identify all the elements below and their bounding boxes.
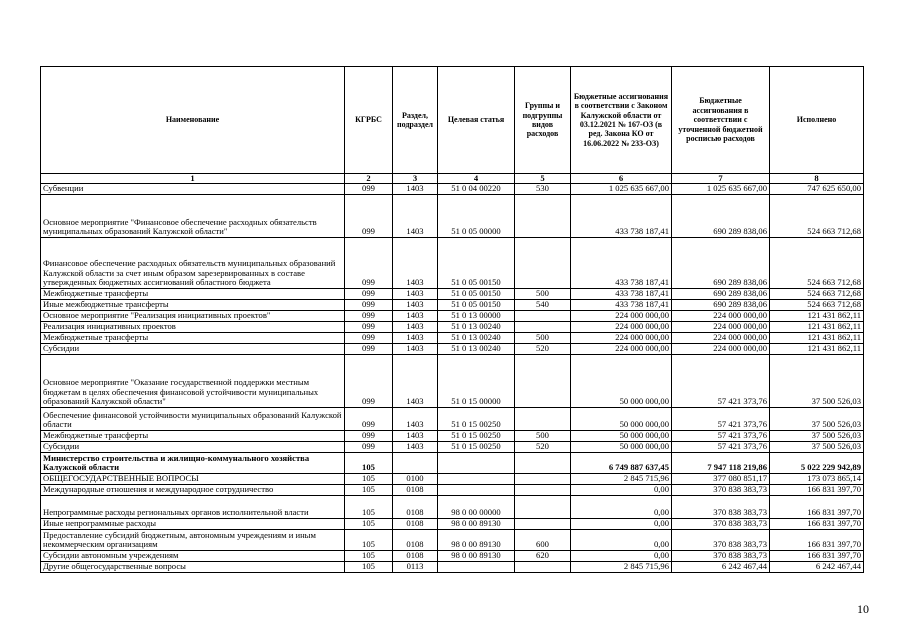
cell-target: 98 0 00 00000 [438,496,515,519]
cell-group [515,453,571,474]
cell-name: Финансовое обеспечение расходных обязательств муниципальных образований Калужской области за счет иным образом зарезервированных в составе утвержденных бюджетных ассигнований областного бюджета [41,238,345,289]
cell-section: 1403 [393,355,438,408]
budget-table [40,66,864,573]
cell-refined-amount: 57 421 373,76 [672,408,770,431]
table-row [41,184,864,195]
table-row [41,562,864,573]
cell-section: 1403 [393,442,438,453]
cell-group: 600 [515,530,571,551]
table-row [41,551,864,562]
table-row [41,442,864,453]
cell-refined-amount: 224 000 000,00 [672,322,770,333]
cell-name: Обеспечение финансовой устойчивости муниципальных образований Калужской области [41,408,345,431]
cell-name: Иные непрограммные расходы [41,519,345,530]
cell-group: 520 [515,442,571,453]
cell-kgrbs: 105 [345,453,393,474]
table-row [41,355,864,408]
cell-law-amount: 50 000 000,00 [571,408,672,431]
cell-target: 98 0 00 89130 [438,530,515,551]
cell-executed-amount: 173 073 865,14 [770,474,864,485]
column-number: 7 [672,174,770,184]
cell-group: 540 [515,300,571,311]
cell-target: 51 0 15 00250 [438,408,515,431]
cell-refined-amount: 377 080 851,17 [672,474,770,485]
cell-section: 1403 [393,311,438,322]
cell-executed-amount: 166 831 397,70 [770,485,864,496]
cell-kgrbs: 099 [345,355,393,408]
cell-refined-amount: 370 838 383,73 [672,551,770,562]
cell-target [438,562,515,573]
cell-section: 0108 [393,519,438,530]
cell-kgrbs: 105 [345,496,393,519]
cell-name: Предоставление субсидий бюджетным, автономным учреждениям и иным некоммерческим организациям [41,530,345,551]
cell-law-amount: 1 025 635 667,00 [571,184,672,195]
cell-group [515,562,571,573]
cell-section: 0108 [393,530,438,551]
cell-executed-amount: 747 625 650,00 [770,184,864,195]
column-number: 8 [770,174,864,184]
table-header-row [41,67,864,174]
cell-refined-amount: 57 421 373,76 [672,355,770,408]
cell-section: 1403 [393,344,438,355]
cell-refined-amount: 690 289 838,06 [672,195,770,238]
cell-executed-amount: 121 431 862,11 [770,311,864,322]
cell-executed-amount: 121 431 862,11 [770,322,864,333]
cell-name: Межбюджетные трансферты [41,333,345,344]
cell-executed-amount: 37 500 526,03 [770,442,864,453]
cell-kgrbs: 105 [345,485,393,496]
cell-kgrbs: 099 [345,344,393,355]
cell-refined-amount: 690 289 838,06 [672,300,770,311]
cell-law-amount: 50 000 000,00 [571,442,672,453]
cell-law-amount: 433 738 187,41 [571,195,672,238]
cell-group [515,485,571,496]
cell-target [438,453,515,474]
cell-target: 51 0 15 00250 [438,442,515,453]
cell-target: 51 0 05 00150 [438,238,515,289]
cell-section: 1403 [393,300,438,311]
cell-name: Основное мероприятие "Финансовое обеспечение расходных обязательств муниципальных образований Калужской области" [41,195,345,238]
cell-law-amount: 433 738 187,41 [571,238,672,289]
table-row [41,195,864,238]
table-row [41,519,864,530]
column-number: 1 [41,174,345,184]
cell-executed-amount: 524 663 712,68 [770,238,864,289]
cell-section [393,453,438,474]
cell-law-amount: 224 000 000,00 [571,322,672,333]
header-law-assignments: Бюджетные ассигнования в соответствии с Законом Калужской области от 03.12.2021 № 167-ОЗ (в ред. Закона КО от 16.06.2022 № 233-ОЗ) [571,67,672,174]
column-number: 6 [571,174,672,184]
table-row [41,453,864,474]
cell-group [515,195,571,238]
cell-group [515,474,571,485]
cell-refined-amount: 370 838 383,73 [672,496,770,519]
cell-refined-amount: 370 838 383,73 [672,485,770,496]
cell-executed-amount: 121 431 862,11 [770,333,864,344]
cell-law-amount: 224 000 000,00 [571,311,672,322]
cell-target: 51 0 13 00240 [438,344,515,355]
cell-refined-amount: 224 000 000,00 [672,333,770,344]
cell-section: 1403 [393,333,438,344]
cell-group [515,408,571,431]
table-row [41,431,864,442]
cell-refined-amount: 224 000 000,00 [672,311,770,322]
cell-section: 0108 [393,496,438,519]
table-row [41,408,864,431]
cell-group: 500 [515,289,571,300]
cell-kgrbs: 099 [345,300,393,311]
cell-section: 1403 [393,195,438,238]
cell-executed-amount: 166 831 397,70 [770,530,864,551]
cell-kgrbs: 099 [345,289,393,300]
cell-name: Субвенции [41,184,345,195]
cell-kgrbs: 105 [345,562,393,573]
cell-executed-amount: 6 242 467,44 [770,562,864,573]
cell-law-amount: 50 000 000,00 [571,355,672,408]
cell-name: Основное мероприятие "Реализация инициативных проектов" [41,311,345,322]
cell-law-amount: 224 000 000,00 [571,333,672,344]
cell-kgrbs: 105 [345,530,393,551]
cell-refined-amount: 224 000 000,00 [672,344,770,355]
cell-target: 51 0 13 00240 [438,333,515,344]
table-row [41,530,864,551]
cell-section: 0113 [393,562,438,573]
cell-kgrbs: 105 [345,551,393,562]
cell-law-amount: 0,00 [571,530,672,551]
header-executed: Исполнено [770,67,864,174]
cell-section: 0100 [393,474,438,485]
cell-executed-amount: 524 663 712,68 [770,289,864,300]
cell-name: Международные отношения и международное сотрудничество [41,485,345,496]
cell-target: 51 0 13 00000 [438,311,515,322]
cell-kgrbs: 099 [345,431,393,442]
cell-name: Министерство строительства и жилищно-коммунального хозяйства Калужской области [41,453,345,474]
cell-group: 500 [515,431,571,442]
cell-section: 0108 [393,485,438,496]
cell-group [515,322,571,333]
cell-name: Субсидии [41,344,345,355]
cell-refined-amount: 690 289 838,06 [672,289,770,300]
cell-refined-amount: 1 025 635 667,00 [672,184,770,195]
table-row [41,496,864,519]
table-row [41,333,864,344]
cell-group [515,496,571,519]
header-groups: Группы и подгруппы видов расходов [515,67,571,174]
cell-group [515,311,571,322]
cell-law-amount: 6 749 887 637,45 [571,453,672,474]
cell-target: 51 0 05 00150 [438,300,515,311]
cell-group: 520 [515,344,571,355]
cell-kgrbs: 099 [345,311,393,322]
cell-refined-amount: 690 289 838,06 [672,238,770,289]
table-row [41,311,864,322]
cell-target: 51 0 05 00150 [438,289,515,300]
cell-kgrbs: 099 [345,408,393,431]
cell-law-amount: 433 738 187,41 [571,289,672,300]
cell-name: ОБЩЕГОСУДАРСТВЕННЫЕ ВОПРОСЫ [41,474,345,485]
cell-target: 51 0 04 00220 [438,184,515,195]
cell-law-amount: 0,00 [571,551,672,562]
cell-kgrbs: 099 [345,322,393,333]
cell-target [438,485,515,496]
cell-executed-amount: 166 831 397,70 [770,496,864,519]
cell-executed-amount: 5 022 229 942,89 [770,453,864,474]
header-section: Раздел, подраздел [393,67,438,174]
cell-law-amount: 0,00 [571,485,672,496]
cell-target: 98 0 00 89130 [438,551,515,562]
table-row [41,289,864,300]
column-number: 5 [515,174,571,184]
cell-name: Другие общегосударственные вопросы [41,562,345,573]
cell-target: 51 0 15 00250 [438,431,515,442]
cell-executed-amount: 524 663 712,68 [770,300,864,311]
cell-kgrbs: 099 [345,442,393,453]
cell-group: 530 [515,184,571,195]
cell-name: Субсидии [41,442,345,453]
page-number: 10 [857,602,869,616]
cell-name: Основное мероприятие "Оказание государственной поддержки местным бюджетам в целях обеспечения финансовой устойчивости муниципальных образований Калужской области" [41,355,345,408]
cell-name: Реализация инициативных проектов [41,322,345,333]
table-row [41,485,864,496]
cell-refined-amount: 57 421 373,76 [672,442,770,453]
column-number: 4 [438,174,515,184]
budget-table-sheet [40,66,864,573]
table-row [41,474,864,485]
cell-group [515,238,571,289]
cell-kgrbs: 099 [345,184,393,195]
cell-refined-amount: 7 947 118 219,86 [672,453,770,474]
cell-group: 620 [515,551,571,562]
cell-section: 1403 [393,184,438,195]
cell-section: 1403 [393,289,438,300]
cell-refined-amount: 57 421 373,76 [672,431,770,442]
cell-target: 98 0 00 89130 [438,519,515,530]
cell-group: 500 [515,333,571,344]
cell-executed-amount: 37 500 526,03 [770,408,864,431]
cell-section: 1403 [393,322,438,333]
column-number-row [41,174,864,184]
column-number: 2 [345,174,393,184]
cell-refined-amount: 370 838 383,73 [672,519,770,530]
cell-section: 0108 [393,551,438,562]
cell-kgrbs: 105 [345,519,393,530]
header-target: Целевая статья [438,67,515,174]
table-row [41,300,864,311]
cell-executed-amount: 166 831 397,70 [770,551,864,562]
cell-law-amount: 2 845 715,96 [571,474,672,485]
cell-executed-amount: 166 831 397,70 [770,519,864,530]
cell-kgrbs: 099 [345,333,393,344]
cell-name: Межбюджетные трансферты [41,431,345,442]
cell-law-amount: 224 000 000,00 [571,344,672,355]
header-kgrbs: КГРБС [345,67,393,174]
cell-name: Субсидии автономным учреждениям [41,551,345,562]
cell-target: 51 0 05 00000 [438,195,515,238]
cell-target: 51 0 13 00240 [438,322,515,333]
cell-name: Иные межбюджетные трансферты [41,300,345,311]
header-refined-assignments: Бюджетные ассигнования в соответствии с уточненной бюджетной росписью расходов [672,67,770,174]
cell-law-amount: 433 738 187,41 [571,300,672,311]
cell-section: 1403 [393,431,438,442]
cell-target: 51 0 15 00000 [438,355,515,408]
cell-kgrbs: 105 [345,474,393,485]
cell-executed-amount: 121 431 862,11 [770,344,864,355]
header-name: Наименование [41,67,345,174]
cell-refined-amount: 370 838 383,73 [672,530,770,551]
cell-executed-amount: 37 500 526,03 [770,431,864,442]
cell-name: Межбюджетные трансферты [41,289,345,300]
cell-section: 1403 [393,238,438,289]
cell-kgrbs: 099 [345,238,393,289]
cell-target [438,474,515,485]
table-row [41,238,864,289]
cell-section: 1403 [393,408,438,431]
table-row [41,322,864,333]
cell-name: Непрограммные расходы региональных органов исполнительной власти [41,496,345,519]
cell-kgrbs: 099 [345,195,393,238]
cell-executed-amount: 37 500 526,03 [770,355,864,408]
cell-law-amount: 50 000 000,00 [571,431,672,442]
cell-group [515,355,571,408]
cell-law-amount: 0,00 [571,519,672,530]
cell-refined-amount: 6 242 467,44 [672,562,770,573]
table-row [41,344,864,355]
cell-group [515,519,571,530]
cell-law-amount: 0,00 [571,496,672,519]
cell-executed-amount: 524 663 712,68 [770,195,864,238]
cell-law-amount: 2 845 715,96 [571,562,672,573]
column-number: 3 [393,174,438,184]
